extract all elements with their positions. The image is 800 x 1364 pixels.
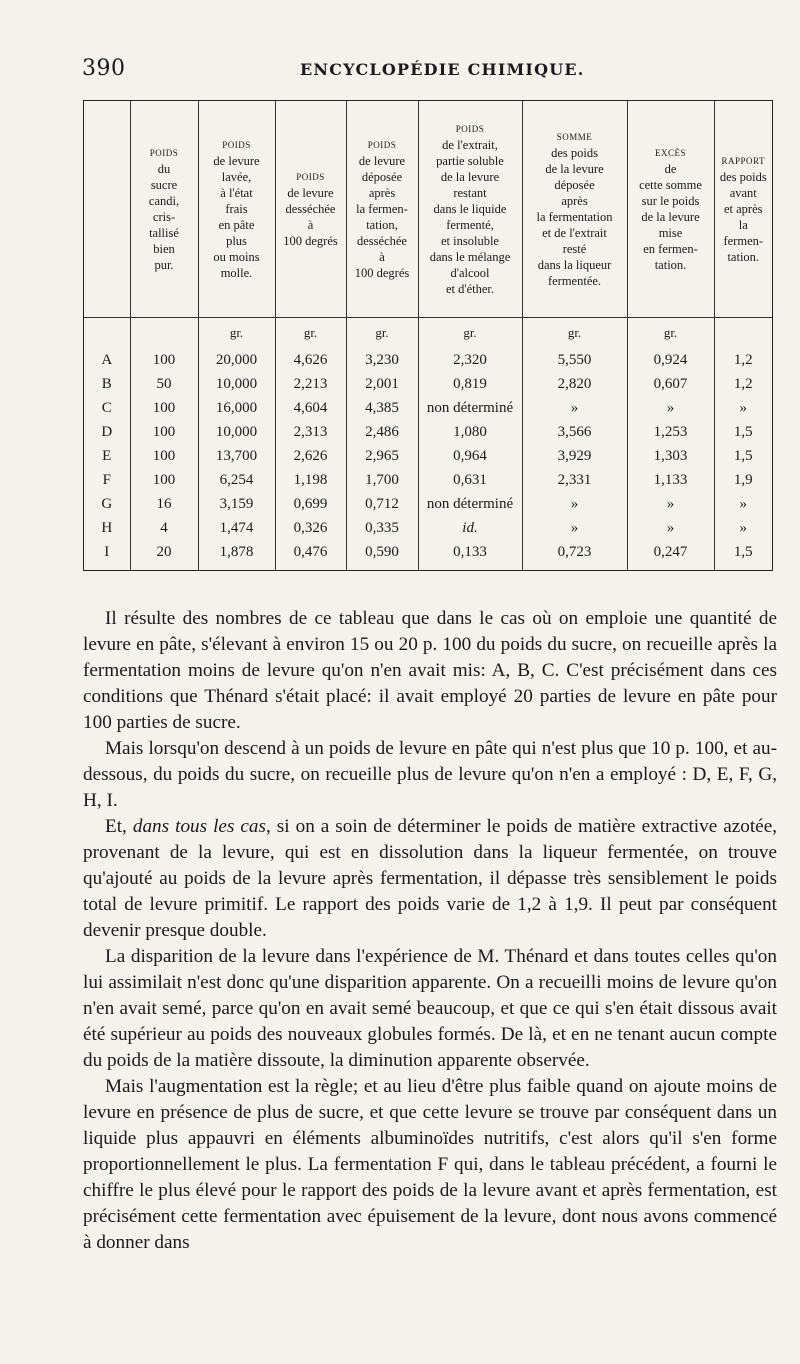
- table-cell: non déterminé: [418, 492, 522, 516]
- table-cell: 4,385: [346, 396, 418, 420]
- column-header-line: des poids: [719, 170, 767, 184]
- table-cell: non déterminé: [418, 396, 522, 420]
- unit-cell: gr.: [346, 318, 418, 349]
- column-header-line: bien: [153, 242, 175, 256]
- column-header-line: desséchée: [285, 202, 336, 216]
- table-row: [84, 396, 772, 420]
- table-cell: 0,723: [522, 540, 627, 570]
- table-cell: 0,335: [346, 516, 418, 540]
- table-cell: 1,474: [198, 516, 275, 540]
- unit-cell: [130, 318, 198, 349]
- paragraph-text: Il résulte des nombres de ce tableau que dans le cas où on emploie une quantité de levure en pâte, s'élevant à environ 15 ou 20 p. 100 du poids du sucre, on recueille après la fermentation moins de levure qu'on n'en avait mis: A, B, C. C'est précisément dans ces conditions que Thénard s'était placé: il avait employé 20 parties de levure en pâte pour 100 parties de sucre.: [83, 608, 777, 733]
- table-cell: »: [714, 516, 772, 540]
- column-header-line: dans le mélange: [429, 250, 511, 264]
- paragraph-lead: Et,: [105, 816, 133, 837]
- table-cell: 1,5: [714, 444, 772, 468]
- column-header-line: lavée,: [221, 170, 252, 184]
- table-cell: 2,486: [346, 420, 418, 444]
- data-table: [83, 100, 773, 571]
- paragraph-text: Mais lorsqu'on descend à un poids de levure en pâte qui n'est plus que 10 p. 100, et au-dessous, du poids du sucre, on recueille plus de levure qu'on n'en a employé : D, E, F, G, H, I.: [83, 738, 777, 811]
- column-header-line: EXCÈS: [654, 148, 686, 158]
- table-cell: 0,964: [418, 444, 522, 468]
- table-cell: 2,820: [522, 372, 627, 396]
- table-cell: 4,626: [275, 348, 346, 372]
- column-header-line: ou moins: [213, 250, 260, 264]
- table-cell: id.: [418, 516, 522, 540]
- table-cell: »: [522, 516, 627, 540]
- column-header-line: cris-: [152, 210, 176, 224]
- column-header-line: restant: [453, 186, 487, 200]
- paragraph: [83, 736, 777, 814]
- column-header-line: partie soluble: [436, 154, 504, 168]
- column-header: [275, 101, 346, 318]
- unit-cell: gr.: [522, 318, 627, 349]
- table-cell: 2,965: [346, 444, 418, 468]
- column-header-line: fermenté,: [446, 218, 494, 232]
- table-cell: 1,253: [627, 420, 714, 444]
- table-cell: 100: [130, 468, 198, 492]
- paragraph: [83, 1074, 777, 1256]
- table-row: [84, 372, 772, 396]
- table-row: [84, 492, 772, 516]
- table-cell: 20,000: [198, 348, 275, 372]
- column-header-line: 100 degrés: [283, 234, 338, 248]
- table-cell: 0,476: [275, 540, 346, 570]
- column-header-line: [85, 169, 129, 185]
- table-cell: 1,5: [714, 420, 772, 444]
- column-header: [627, 101, 714, 318]
- table-cell: 6,254: [198, 468, 275, 492]
- column-header-line: et de l'extrait: [542, 226, 607, 240]
- table-cell: 13,700: [198, 444, 275, 468]
- table-cell: 1,700: [346, 468, 418, 492]
- column-header-line: la: [738, 218, 748, 232]
- table-cell: 3,159: [198, 492, 275, 516]
- column-header-line: tation.: [727, 250, 760, 264]
- column-header: [130, 101, 198, 318]
- row-label: C: [101, 400, 112, 416]
- table-cell: 2,331: [522, 468, 627, 492]
- column-header-line: [85, 185, 129, 201]
- column-header-line: pur.: [154, 258, 174, 272]
- column-header-line: [85, 217, 129, 233]
- column-header-line: tallisé: [149, 226, 179, 240]
- table-cell: 1,198: [275, 468, 346, 492]
- paragraph-text: La disparition de la levure dans l'expérience de M. Thénard et dans toutes celles qu'on lui assimilait n'est donc qu'une disparition apparente. On a recueilli moins de levure qu'on n'en avait semé, parce qu'on en avait semé beaucoup, et que ce qui s'en était dissous avait été supérieur au poids des nouveaux globules formés. De là, et en ne tenant aucun compte du poids de la matière dissoute, la diminution apparente observée.: [83, 946, 777, 1071]
- table-cell: 0,631: [418, 468, 522, 492]
- row-label: B: [101, 376, 112, 392]
- table-cell: 3,230: [346, 348, 418, 372]
- column-header-line: en pâte: [218, 218, 255, 232]
- table-cell: 1,878: [198, 540, 275, 570]
- table-cell: 3,929: [522, 444, 627, 468]
- column-header: [84, 101, 130, 318]
- column-header-line: avant: [729, 186, 757, 200]
- body-text: [83, 606, 777, 1256]
- column-header-line: déposée: [361, 170, 403, 184]
- table-cell: 0,247: [627, 540, 714, 570]
- table-cell: 1,133: [627, 468, 714, 492]
- column-header-line: tation.: [654, 258, 687, 272]
- table-cell: 1,2: [714, 348, 772, 372]
- column-header-line: et d'éther.: [445, 282, 495, 296]
- table-cell: »: [522, 492, 627, 516]
- row-label: H: [101, 520, 113, 536]
- column-header-line: en fermen-: [643, 242, 698, 256]
- table-cell: 2,320: [418, 348, 522, 372]
- table-cell: 4: [130, 516, 198, 540]
- column-header-line: du: [157, 162, 171, 176]
- table-row: [84, 516, 772, 540]
- table-cell: 20: [130, 540, 198, 570]
- table-cell: 1,9: [714, 468, 772, 492]
- table-cell: 10,000: [198, 372, 275, 396]
- table-cell: 1,5: [714, 540, 772, 570]
- column-header-line: et insoluble: [441, 234, 499, 248]
- table-cell: 0,133: [418, 540, 522, 570]
- column-header-line: et après: [723, 202, 763, 216]
- units-row: [84, 318, 772, 349]
- row-label: E: [102, 448, 112, 464]
- table-cell: 100: [130, 348, 198, 372]
- column-header: [714, 101, 772, 318]
- table-cell: »: [714, 396, 772, 420]
- column-header-line: de la levure: [440, 170, 500, 184]
- column-header-line: POIDS: [149, 148, 179, 158]
- table-cell: »: [627, 516, 714, 540]
- column-header-line: fermentée.: [547, 274, 602, 288]
- column-header-line: sucre: [150, 178, 178, 192]
- table-cell: »: [714, 492, 772, 516]
- table-row: [84, 540, 772, 570]
- table-cell: 16,000: [198, 396, 275, 420]
- row-label: F: [102, 472, 111, 488]
- paragraph: [83, 944, 777, 1074]
- column-header-line: de la levure: [641, 210, 700, 224]
- table-cell: 1,303: [627, 444, 714, 468]
- table-cell: 0,607: [627, 372, 714, 396]
- table-cell: 50: [130, 372, 198, 396]
- column-header-line: POIDS: [367, 140, 397, 150]
- column-header-line: de la levure: [545, 162, 604, 176]
- unit-cell: [84, 318, 130, 349]
- table-cell: 5,550: [522, 348, 627, 372]
- table-row: [84, 420, 772, 444]
- column-header-line: [85, 233, 129, 249]
- table-cell: 2,001: [346, 372, 418, 396]
- unit-cell: gr.: [418, 318, 522, 349]
- table-cell: 3,566: [522, 420, 627, 444]
- column-header-line: de levure: [287, 186, 334, 200]
- paragraph: [83, 606, 777, 736]
- unit-cell: gr.: [627, 318, 714, 349]
- column-header-line: mise: [658, 226, 683, 240]
- column-header-line: dans la liqueur: [537, 258, 612, 272]
- column-header-line: la fermentation: [536, 210, 613, 224]
- column-header-line: sur le poids: [641, 194, 700, 208]
- table-cell: 2,626: [275, 444, 346, 468]
- page-number: 390: [82, 56, 126, 81]
- column-header-line: candi,: [148, 194, 180, 208]
- table-cell: »: [627, 396, 714, 420]
- paragraph-emphasis: dans tous les cas: [132, 816, 266, 837]
- column-header-line: 100 degrés: [354, 266, 410, 280]
- column-header-line: de levure: [358, 154, 406, 168]
- table-row: [84, 444, 772, 468]
- row-label: G: [101, 496, 113, 512]
- table-cell: 100: [130, 444, 198, 468]
- table-body: [84, 318, 772, 571]
- column-header: [522, 101, 627, 318]
- column-header-line: POIDS: [222, 140, 251, 150]
- column-header: [346, 101, 418, 318]
- column-header-line: dans le liquide: [433, 202, 507, 216]
- column-header-line: après: [561, 194, 588, 208]
- column-header: [198, 101, 275, 318]
- unit-cell: gr.: [275, 318, 346, 349]
- column-header-line: la fermen-: [356, 202, 408, 216]
- paragraph-text: Mais l'augmentation est la règle; et au lieu d'être plus faible quand on ajoute moins de levure en présence de plus de sucre, et que cette levure se trouve par conséquent dans un liquide plus appauvri en éléments albuminoïdes nutritifs, c'est alors qu'il s'en forme proportionnellement le plus. La fermentation F qui, dans le tableau précédent, a fourni le chiffre le plus élevé pour le rapport des poids de la levure avant et après fermentation, est précisément cette fermentation avec épuisement de la levure, dont nous avons commencé à donner dans: [83, 1076, 777, 1253]
- table-cell: »: [627, 492, 714, 516]
- column-header-line: à: [379, 250, 385, 264]
- table-cell: 2,213: [275, 372, 346, 396]
- column-header-line: desséchée: [357, 234, 407, 248]
- column-header-line: d'alcool: [450, 266, 490, 280]
- table-cell: 0,326: [275, 516, 346, 540]
- table-cell: 0,924: [627, 348, 714, 372]
- column-header-line: cette somme: [639, 178, 702, 192]
- table-header-row: [84, 101, 772, 318]
- table-cell: 0,699: [275, 492, 346, 516]
- column-header-line: frais: [225, 202, 248, 216]
- table-cell: 4,604: [275, 396, 346, 420]
- row-label: I: [104, 544, 110, 560]
- column-header-line: resté: [562, 242, 587, 256]
- column-header-line: déposée: [554, 178, 595, 192]
- running-head: [82, 56, 772, 86]
- column-header-line: de l'extrait,: [442, 138, 498, 152]
- column-header-line: de: [664, 162, 677, 176]
- table-cell: 0,590: [346, 540, 418, 570]
- table-row: [84, 348, 772, 372]
- unit-cell: gr.: [198, 318, 275, 349]
- column-header-line: [85, 201, 129, 217]
- table-cell: 0,712: [346, 492, 418, 516]
- column-header-line: fermen-: [723, 234, 764, 248]
- column-header-line: molle.: [220, 266, 253, 280]
- column-header-line: plus: [226, 234, 247, 248]
- journal-title: ENCYCLOPÉDIE CHIMIQUE.: [300, 60, 585, 79]
- table-cell: 2,313: [275, 420, 346, 444]
- table-cell: 100: [130, 396, 198, 420]
- table-cell: 1,2: [714, 372, 772, 396]
- paragraph: [83, 814, 777, 944]
- column-header-line: des poids: [551, 146, 598, 160]
- table-cell: »: [522, 396, 627, 420]
- column-header-line: POIDS: [296, 172, 325, 182]
- column-header-line: à: [307, 218, 314, 232]
- column-header-line: tation,: [366, 218, 398, 232]
- paragraph-text: , si on a soin de déterminer le poids de matière extractive azotée, provenant de la levure, qui est en dissolution dans la liqueur fermentée, on trouve qu'ajouté au poids de la levure après fermentation, il dépasse très sensiblement le poids total de levure primitif. Le rapport des poids varie de 1,2 à 1,9. Il peut par conséquent devenir presque double.: [83, 816, 778, 941]
- column-header-line: POIDS: [455, 124, 485, 134]
- column-header: [418, 101, 522, 318]
- table-row: [84, 468, 772, 492]
- column-header-line: à l'état: [220, 186, 253, 200]
- table-cell: 16: [130, 492, 198, 516]
- table-cell: 10,000: [198, 420, 275, 444]
- column-header-line: RAPPORT: [721, 156, 765, 166]
- row-label: D: [101, 424, 113, 440]
- row-label: A: [101, 352, 113, 368]
- column-header-line: de levure: [213, 154, 260, 168]
- unit-cell: [714, 318, 772, 349]
- column-header-line: SOMME: [556, 132, 593, 142]
- table-cell: 100: [130, 420, 198, 444]
- table-cell: 1,080: [418, 420, 522, 444]
- column-header-line: après: [368, 186, 396, 200]
- table-cell: 0,819: [418, 372, 522, 396]
